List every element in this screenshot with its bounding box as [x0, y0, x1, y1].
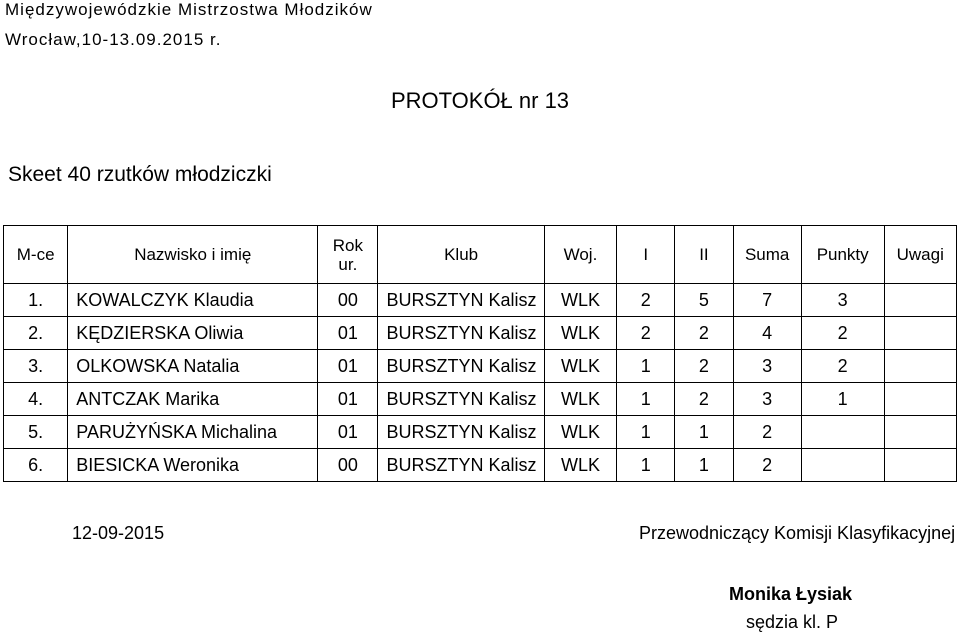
- cell-series-2: 2: [675, 350, 733, 383]
- cell-year: 00: [318, 284, 378, 317]
- cell-series-1: 2: [617, 317, 675, 350]
- cell-region: WLK: [544, 416, 616, 449]
- cell-place: 3.: [4, 350, 68, 383]
- cell-region: WLK: [544, 350, 616, 383]
- col-series-1: I: [617, 226, 675, 284]
- cell-place: 4.: [4, 383, 68, 416]
- cell-club: BURSZTYN Kalisz: [378, 317, 544, 350]
- table-row: [4, 416, 957, 449]
- cell-name: ANTCZAK Marika: [68, 383, 318, 416]
- cell-series-2: 1: [675, 449, 733, 482]
- col-series-2: II: [675, 226, 733, 284]
- table-row: [4, 383, 957, 416]
- col-sum: Suma: [733, 226, 801, 284]
- cell-region: WLK: [544, 449, 616, 482]
- cell-place: 2.: [4, 317, 68, 350]
- judge-rank: sędzia kl. P: [746, 612, 839, 632]
- cell-name: OLKOWSKA Natalia: [68, 350, 318, 383]
- cell-year: 01: [318, 350, 378, 383]
- cell-name: KOWALCZYK Klaudia: [68, 284, 318, 317]
- col-year-line1: Rok: [332, 235, 363, 255]
- cell-sum: 4: [733, 317, 801, 350]
- event-title: Międzywojewódzkie Mistrzostwa Młodzików: [5, 0, 373, 19]
- col-remarks: Uwagi: [884, 226, 957, 284]
- cell-year: 00: [318, 449, 378, 482]
- cell-region: WLK: [544, 284, 616, 317]
- cell-series-1: 2: [617, 284, 675, 317]
- cell-year: 01: [318, 317, 378, 350]
- cell-sum: 3: [733, 383, 801, 416]
- cell-remarks: [884, 449, 957, 482]
- competition-name: Skeet 40 rzutków młodziczki: [8, 163, 272, 186]
- cell-sum: 2: [733, 416, 801, 449]
- cell-points: 1: [801, 383, 884, 416]
- header-row: [4, 226, 957, 284]
- cell-name: PARUŻYŃSKA Michalina: [68, 416, 318, 449]
- col-name: Nazwisko i imię: [68, 226, 318, 284]
- cell-place: 5.: [4, 416, 68, 449]
- cell-points: [801, 416, 884, 449]
- cell-remarks: [884, 383, 957, 416]
- cell-series-2: 1: [675, 416, 733, 449]
- cell-club: BURSZTYN Kalisz: [378, 449, 544, 482]
- col-club: Klub: [378, 226, 544, 284]
- signature-date: 12-09-2015: [72, 523, 165, 543]
- table-row: [4, 449, 957, 482]
- cell-points: 2: [801, 350, 884, 383]
- cell-place: 1.: [4, 284, 68, 317]
- cell-remarks: [884, 350, 957, 383]
- cell-points: 2: [801, 317, 884, 350]
- col-year-line2: ur.: [338, 254, 358, 274]
- cell-year: 01: [318, 383, 378, 416]
- cell-remarks: [884, 317, 957, 350]
- cell-series-2: 2: [675, 383, 733, 416]
- cell-club: BURSZTYN Kalisz: [378, 350, 544, 383]
- cell-sum: 7: [733, 284, 801, 317]
- cell-place: 6.: [4, 449, 68, 482]
- cell-club: BURSZTYN Kalisz: [378, 383, 544, 416]
- cell-sum: 3: [733, 350, 801, 383]
- col-region: Woj.: [544, 226, 616, 284]
- cell-series-1: 1: [617, 449, 675, 482]
- results-table: [3, 225, 957, 482]
- col-year: [318, 226, 378, 284]
- cell-name: KĘDZIERSKA Oliwia: [68, 317, 318, 350]
- cell-series-2: 5: [675, 284, 733, 317]
- cell-region: WLK: [544, 383, 616, 416]
- cell-remarks: [884, 284, 957, 317]
- cell-points: [801, 449, 884, 482]
- cell-year: 01: [318, 416, 378, 449]
- col-place: M-ce: [4, 226, 68, 284]
- cell-series-1: 1: [617, 416, 675, 449]
- table-row: [4, 284, 957, 317]
- cell-series-1: 1: [617, 383, 675, 416]
- judge-name: Monika Łysiak: [729, 584, 853, 604]
- committee-chair-title: Przewodniczący Komisji Klasyfikacyjnej: [639, 523, 956, 543]
- event-place-date: Wrocław,10-13.09.2015 r.: [5, 30, 222, 49]
- protocol-title: PROTOKÓŁ nr 13: [390, 88, 570, 113]
- cell-club: BURSZTYN Kalisz: [378, 284, 544, 317]
- cell-series-2: 2: [675, 317, 733, 350]
- cell-region: WLK: [544, 317, 616, 350]
- cell-sum: 2: [733, 449, 801, 482]
- cell-remarks: [884, 416, 957, 449]
- col-points: Punkty: [801, 226, 884, 284]
- cell-name: BIESICKA Weronika: [68, 449, 318, 482]
- cell-club: BURSZTYN Kalisz: [378, 416, 544, 449]
- table-row: [4, 350, 957, 383]
- cell-points: 3: [801, 284, 884, 317]
- cell-series-1: 1: [617, 350, 675, 383]
- table-row: [4, 317, 957, 350]
